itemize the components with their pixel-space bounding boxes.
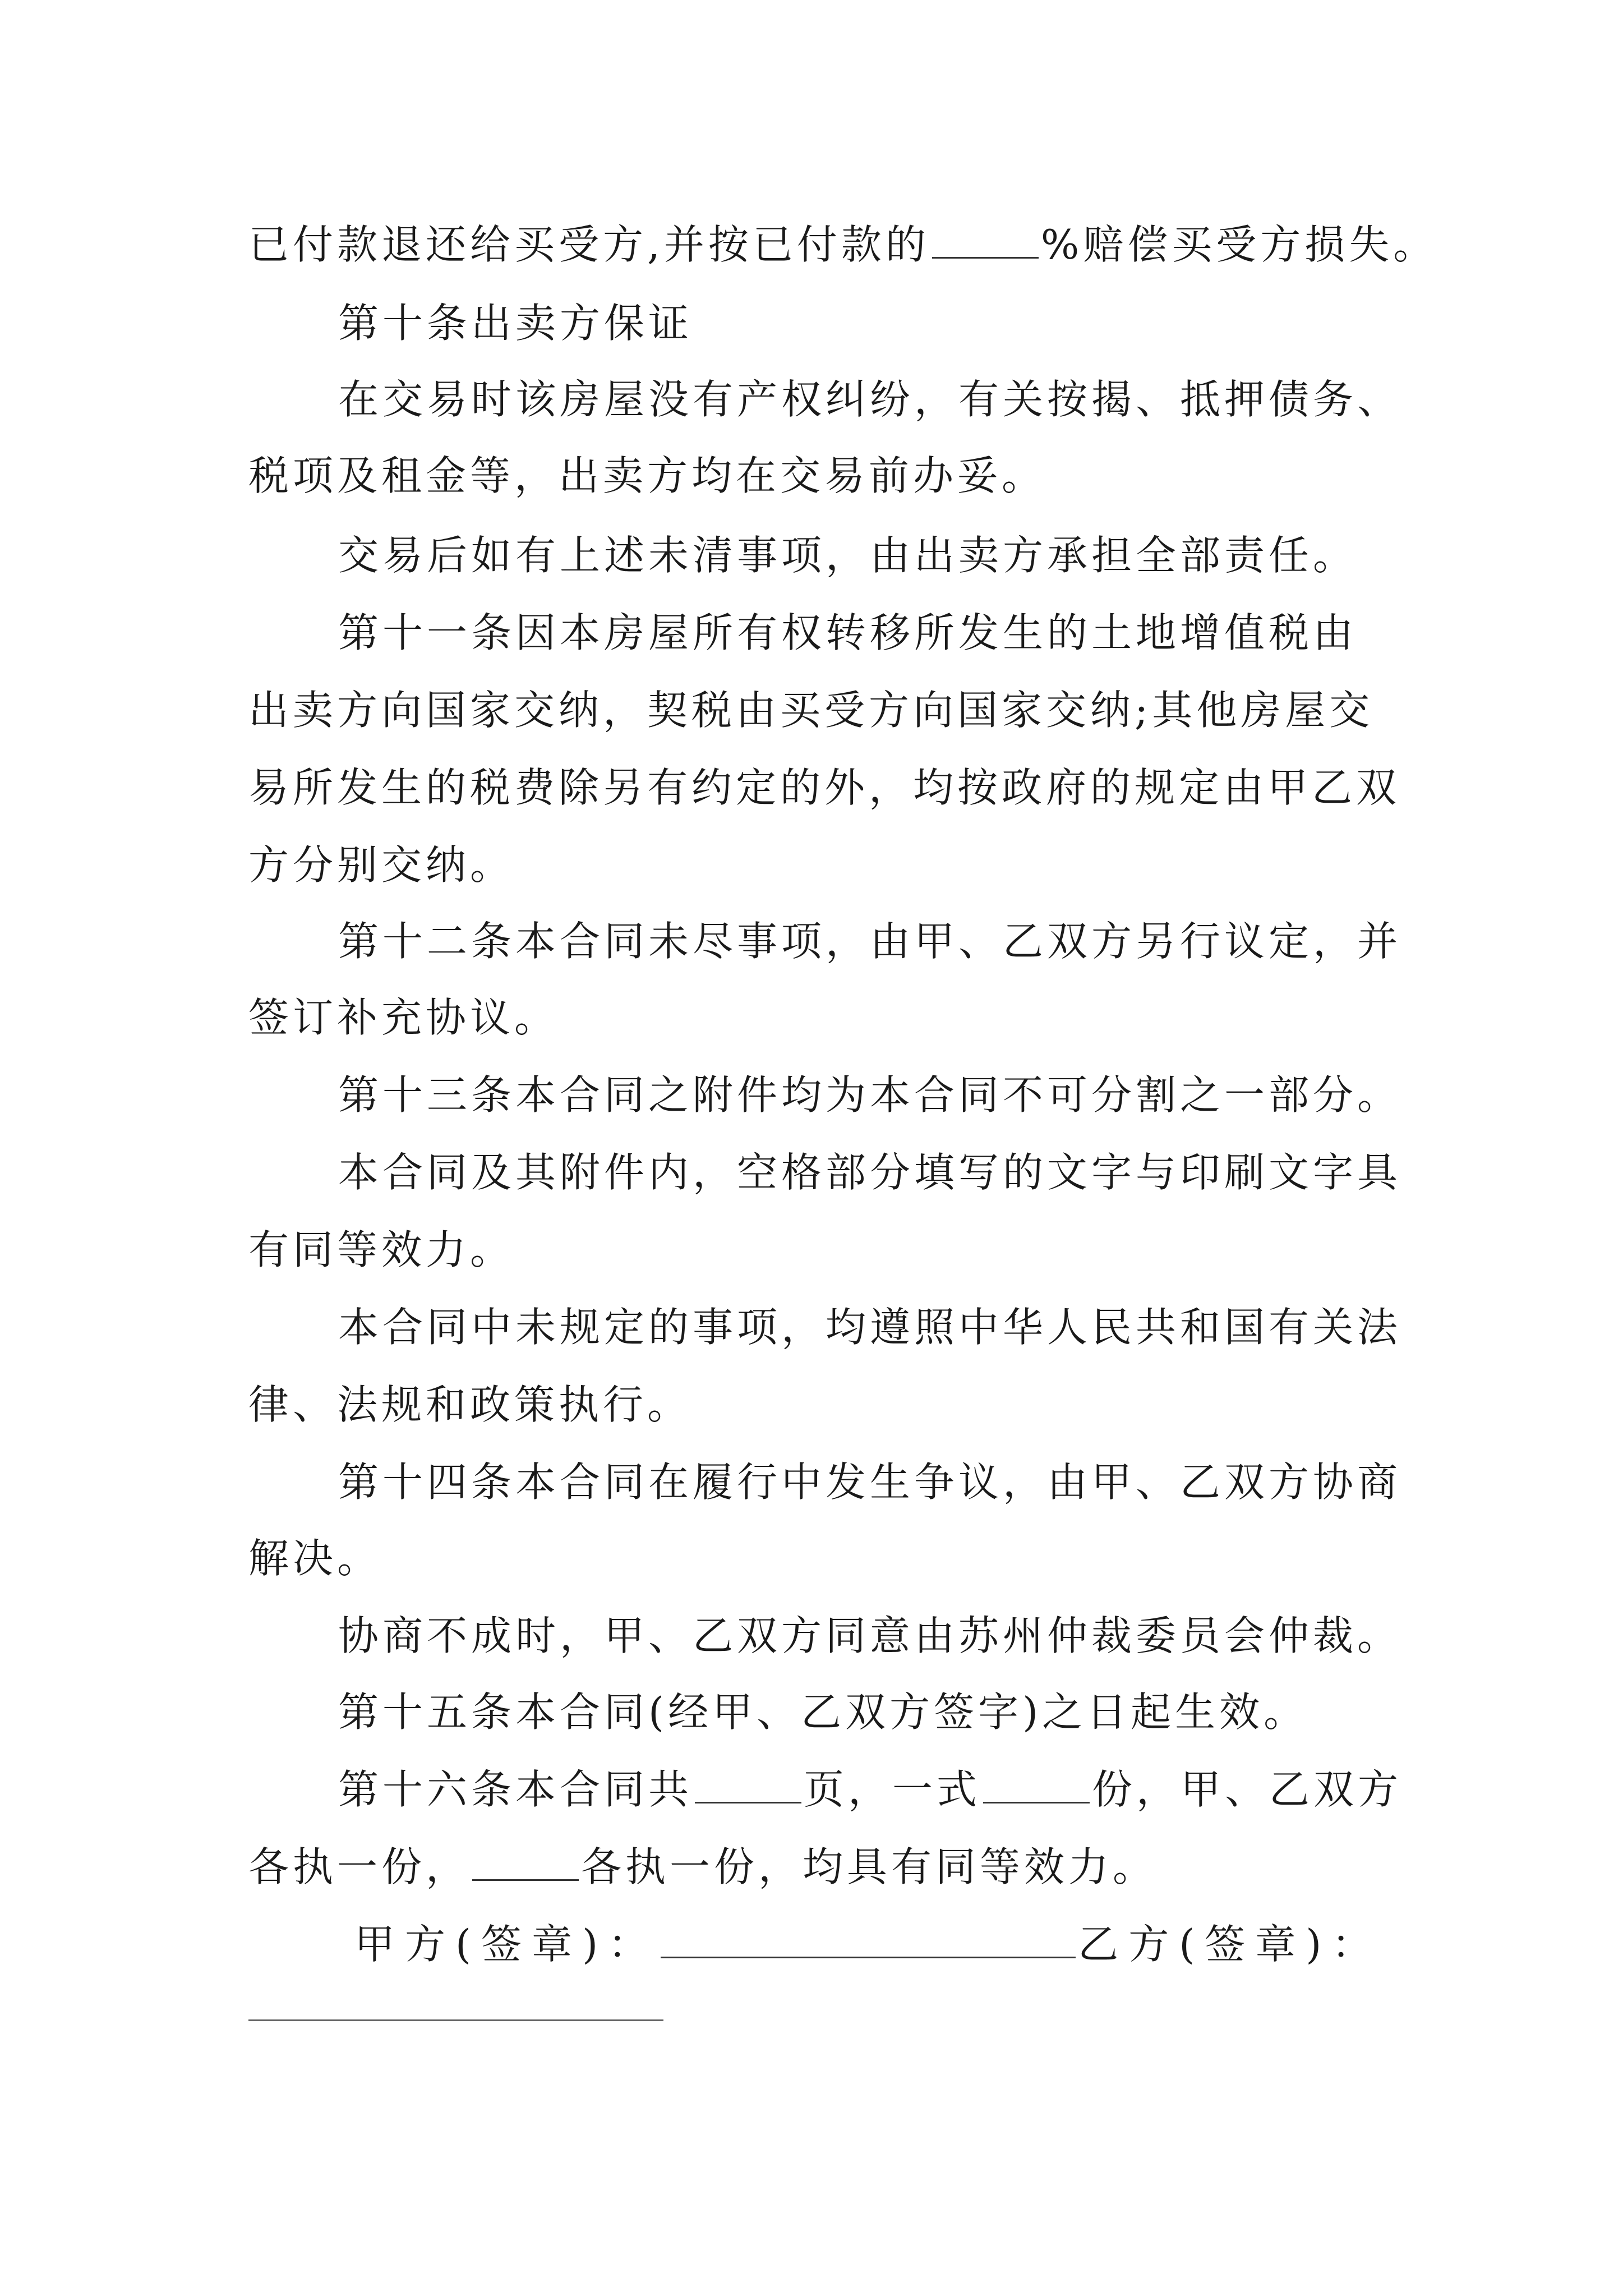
paragraph-line-10: 第十二条本合同未尽事项，由甲、乙双方另行议定，并 — [338, 918, 1402, 965]
text-segment: 第十六条本合同共 — [338, 1766, 693, 1813]
paragraph-line-5: 交易后如有上述未清事项，由出卖方承担全部责任。 — [338, 532, 1358, 579]
paragraph-line-20: 第十五条本合同(经甲、乙双方签字)之日起生效。 — [338, 1688, 1308, 1736]
party-a-signature-label: 甲方(签章)： — [354, 1921, 659, 1968]
paragraph-line-7: 出卖方向国家交纳，契税由买受方向国家交纳;其他房屋交 — [248, 687, 1374, 734]
text-segment: %赔偿买受方损失。 — [1040, 221, 1438, 268]
paragraph-line-22 — [248, 1840, 1157, 1894]
party-b-signature-label: 乙方(签章)： — [1078, 1921, 1382, 1968]
text-segment: 份，甲、乙双方 — [1092, 1766, 1403, 1813]
party-a-signature-field[interactable] — [661, 1922, 1076, 1958]
paragraph-line-1 — [248, 218, 1437, 272]
paragraph-line-15: 本合同中未规定的事项，均遵照中华人民共和国有关法 — [338, 1304, 1402, 1351]
paragraph-line-21 — [338, 1763, 1402, 1816]
paragraph-line-9: 方分别交纳。 — [248, 841, 515, 889]
paragraph-line-14: 有同等效力。 — [248, 1226, 515, 1273]
text-segment: 已付款退还给买受方,并按已付款的 — [248, 221, 930, 268]
party-b-signature-field[interactable] — [248, 2019, 663, 2021]
paragraph-line-3: 在交易时该房屋没有产权纠纷，有关按揭、抵押债务、 — [338, 376, 1402, 423]
signature-row — [354, 1917, 1382, 1971]
paragraph-line-12: 第十三条本合同之附件均为本合同不可分割之一部分。 — [338, 1071, 1402, 1119]
fill-blank-copies[interactable] — [983, 1767, 1090, 1803]
paragraph-line-13: 本合同及其附件内，空格部分填写的文字与印刷文字具 — [338, 1149, 1402, 1196]
fill-blank-holder[interactable] — [472, 1844, 579, 1881]
section-heading-article-10: 第十条出卖方保证 — [338, 300, 693, 347]
paragraph-line-11: 签订补充协议。 — [248, 994, 559, 1041]
text-segment: 各执一份，均具有同等效力。 — [581, 1843, 1158, 1890]
text-segment: 页，一式 — [804, 1766, 981, 1813]
paragraph-line-17: 第十四条本合同在履行中发生争议，由甲、乙双方协商 — [338, 1458, 1402, 1506]
paragraph-line-16: 律、法规和政策执行。 — [248, 1381, 692, 1428]
paragraph-line-8: 易所发生的税费除另有约定的外，均按政府的规定由甲乙双 — [248, 764, 1401, 811]
paragraph-line-4: 税项及租金等，出卖方均在交易前办妥。 — [248, 452, 1046, 499]
paragraph-line-6: 第十一条因本房屋所有权转移所发生的土地增值税由 — [338, 609, 1358, 656]
fill-blank-pages[interactable] — [695, 1767, 801, 1803]
paragraph-line-18: 解决。 — [248, 1535, 382, 1582]
text-segment: 各执一份， — [248, 1843, 471, 1890]
fill-blank-percent[interactable] — [932, 222, 1039, 259]
paragraph-line-19: 协商不成时，甲、乙双方同意由苏州仲裁委员会仲裁。 — [338, 1612, 1402, 1659]
